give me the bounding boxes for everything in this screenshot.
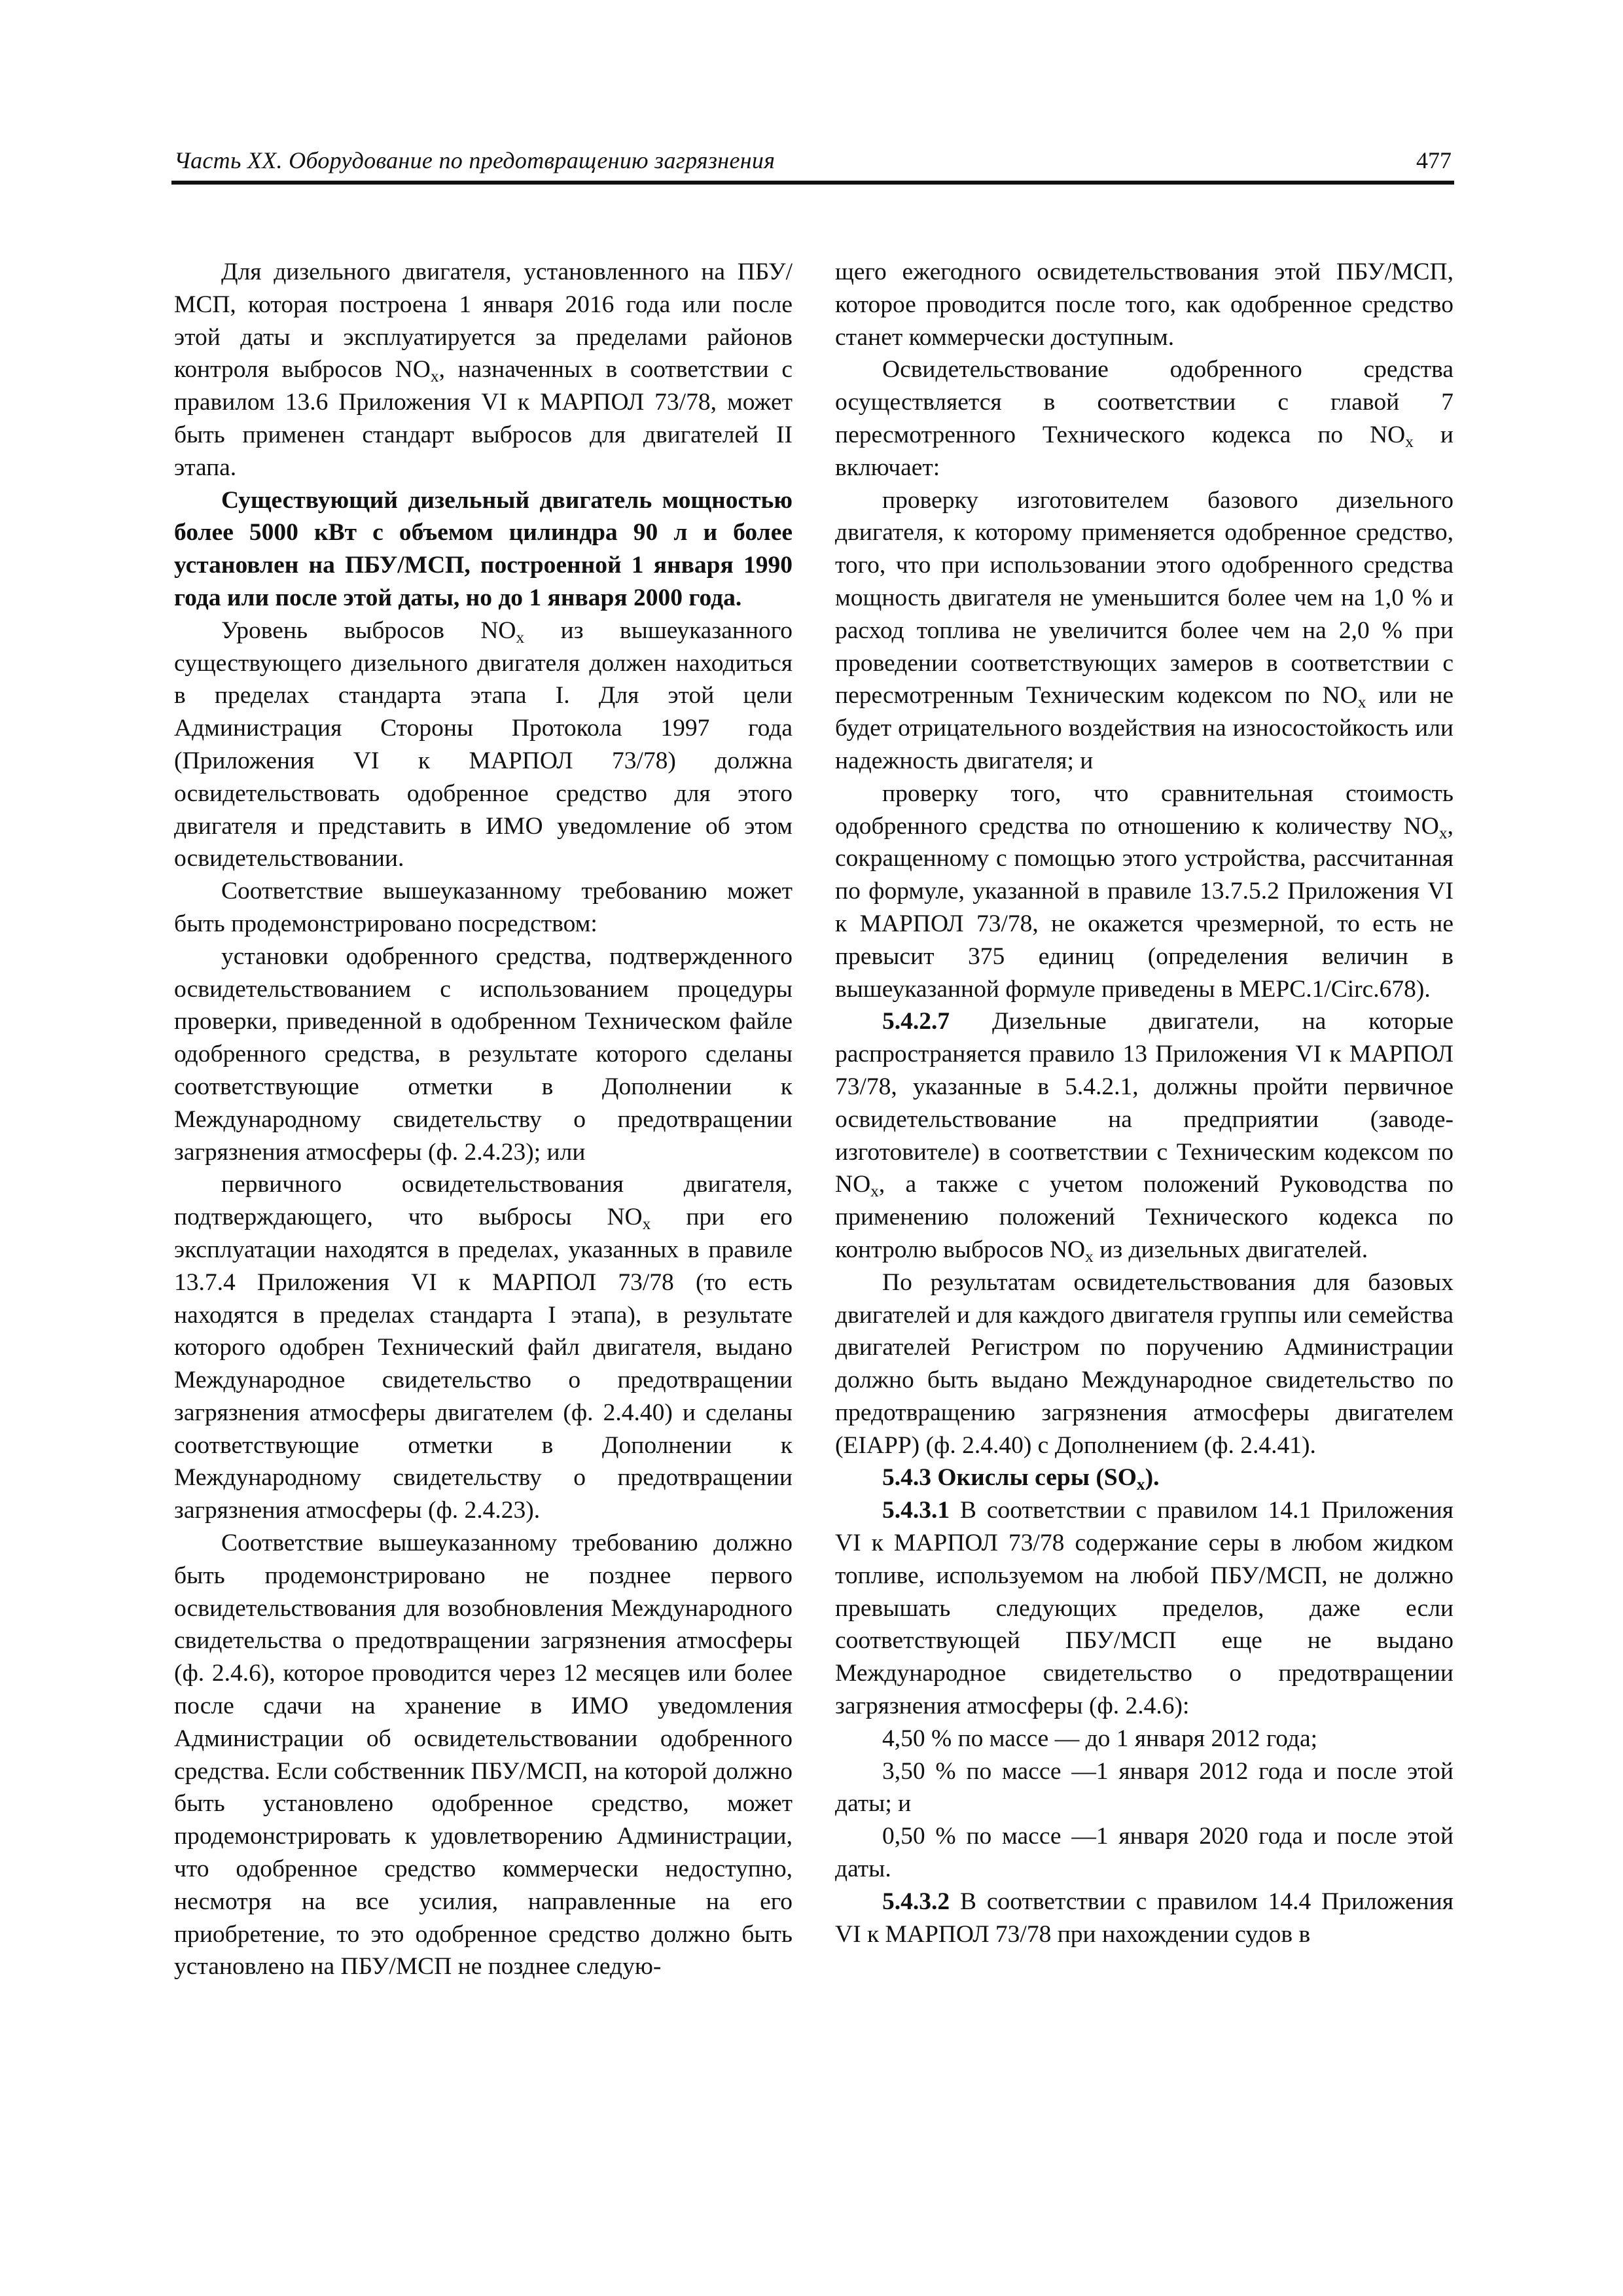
paragraph: Соответствие вышеуказанному требованию может быть продемонстрировано посредством:	[174, 878, 793, 937]
section-heading-5-4-3: 5.4.3 Окислы серы $(SO_x)$.	[882, 1464, 1160, 1494]
right-column	[835, 256, 1454, 1950]
paragraph: Соответствие вышеуказанному требованию должно быть продемонстрировано не позднее первого освидетельствования для возобновления Международного свидетельства о предотвращении загрязнения атмосферы (ф. 2.4.6), которое проводится через 12 месяцев или более после сдачи на хранение в ИМО уведомления Администрации об освидетельствовании одобренного средства. Если собственник ПБУ/МСП, на которой должно быть установлено одобренное средство, может продемонстрировать к удовлетворению Администрации, что одобренное средство коммерчески недоступно, несмотря на все усилия, направленные на его приобретение, то это одобренное средство должно быть установлено на ПБУ/МСП не позднее следую-	[174, 1530, 793, 1981]
section-5-4-3-2: 5.4.3.2 В соответствии с правилом 14.4 Приложения VI к МАРПОЛ 73/78 при нахождении судов в	[835, 1888, 1454, 1948]
running-header	[171, 143, 1454, 185]
section-number: 5.4.3.1	[882, 1497, 950, 1524]
paragraph: По результатам освидетельствования для базовых двигателей и для каждого двигателя группы или семейства двигателей Регистром по поручению Администрации должно быть выдано Международное свидетельство по предотвращению загрязнения атмосферы двигателем (EIAPP) (ф. 2.4.40) с Дополнением (ф. 2.4.41).	[835, 1268, 1454, 1459]
paragraph: Уровень выбросов $NO_x$ из вышеуказанного существующего дизельного двигателя должен находиться в пределах стандарта этапа I. Для этой цели Администрация Стороны Протокола 1997 года (Приложения VI к МАРПОЛ 73/78) должна освидетельствовать одобренное средство для этого двигателя и представить в ИМО уведомление об этом освидетельствовании.	[174, 617, 793, 872]
left-column	[174, 256, 793, 1983]
paragraph: проверку того, что сравнительная стоимость одобренного средства по отношению к количеству $NO_x$, сокращенному с помощью этого устройства, рассчитанная по формуле, указанной в правиле 13.7.5.2 Приложения VI к МАРПОЛ 73/78, не окажется чрезмерной, то есть не превысит 375 единиц (определения величин в вышеуказанной формуле приведены в MEPC.1/Circ.678).	[835, 780, 1454, 1003]
list-item: 3,50 % по массе —1 января 2012 года и после этой даты; и	[835, 1757, 1454, 1818]
bold-paragraph: Существующий дизельный двигатель мощностью более 5000 кВт с объемом цилиндра 90 л и более установлен на ПБУ/МСП, построенной 1 января 1990 года или после этой даты, но до 1 января 2000 года.	[174, 486, 793, 611]
section-5-4-2-7: 5.4.2.7 Дизельные двигатели, на которые распространяется правило 13 Приложения VI к МАРПОЛ 73/78, указанные в 5.4.2.1, должны пройти первичное освидетельствование на предприятии (заводе-изготовителе) в соответствии с Техническим кодексом по $NO_x$, а также с учетом положений Руководства по применению положений Технического кодекса по контролю выбросов $NO_x$ из дизельных двигателей.	[835, 1008, 1454, 1266]
section-5-4-3-1: 5.4.3.1 В соответствии с правилом 14.1 Приложения VI к МАРПОЛ 73/78 содержание серы в любом жидком топливе, используемом на любой ПБУ/МСП, не должно превышать следующих пределов, даже если соответствующей ПБУ/МСП еще не выдано Международное свидетельство о предотвращении загрязнения атмосферы (ф. 2.4.6):	[835, 1497, 1454, 1720]
paragraph: проверку изготовителем базового дизельного двигателя, к которому применяется одобренное средство, того, что при использовании этого одобренного средства мощность двигателя не уменьшится более чем на 1,0 % и расход топлива не увеличится более чем на 2,0 % при проведении соответствующих замеров в соответствии с пересмотренным Техническим кодексом по $NO_x$ или не будет отрицательного воздействия на износостойкость или надежность двигателя; и	[835, 486, 1454, 774]
section-number: 5.4.2.7	[882, 1008, 950, 1035]
paragraph-continued: щего ежегодного освидетельствования этой ПБУ/МСП, которое проводится после того, как одобренное средство станет коммерчески доступным.	[835, 259, 1454, 351]
section-number: 5.4.3.2	[882, 1888, 950, 1915]
list-item: 0,50 % по массе —1 января 2020 года и после этой даты.	[835, 1823, 1454, 1883]
list-item: 4,50 % по массе — до 1 января 2012 года;	[882, 1725, 1318, 1752]
paragraph: Для дизельного двигателя, установленного на ПБУ/МСП, которая построена 1 января 2016 года или после этой даты и эксплуатируется за пределами районов контроля выбросов $NO_x$, назначенных в соответствии с правилом 13.6 Приложения VI к МАРПОЛ 73/78, может быть применен стандарт выбросов для двигателей II этапа.	[174, 259, 793, 481]
paragraph: первичного освидетельствования двигателя, подтверждающего, что выбросы $NO_x$ при его эксплуатации находятся в пределах, указанных в правиле 13.7.4 Приложения VI к МАРПОЛ 73/78 (то есть находятся в пределах стандарта I этапа), в результате которого одобрен Технический файл двигателя, выдано Международное свидетельство о предотвращении загрязнения атмосферы двигателем (ф. 2.4.40) и сделаны соответствующие отметки в Дополнении к Международному свидетельству о предотвращении загрязнения атмосферы (ф. 2.4.23).	[174, 1171, 793, 1524]
page-number: 477	[1416, 147, 1452, 173]
header-title: Часть XX. Оборудование по предотвращению загрязнения	[174, 147, 776, 173]
paragraph: установки одобренного средства, подтвержденного освидетельствованием с использованием процедуры проверки, приведенной в одобренном Техническом файле одобренного средства, в результате которого сделаны соответствующие отметки в Дополнении к Международному свидетельству о предотвращении загрязнения атмосферы (ф. 2.4.23); или	[174, 942, 793, 1166]
paragraph: Освидетельствование одобренного средства осуществляется в соответствии с главой 7 пересмотренного Технического кодекса по $NO_x$ и включает:	[835, 356, 1454, 481]
